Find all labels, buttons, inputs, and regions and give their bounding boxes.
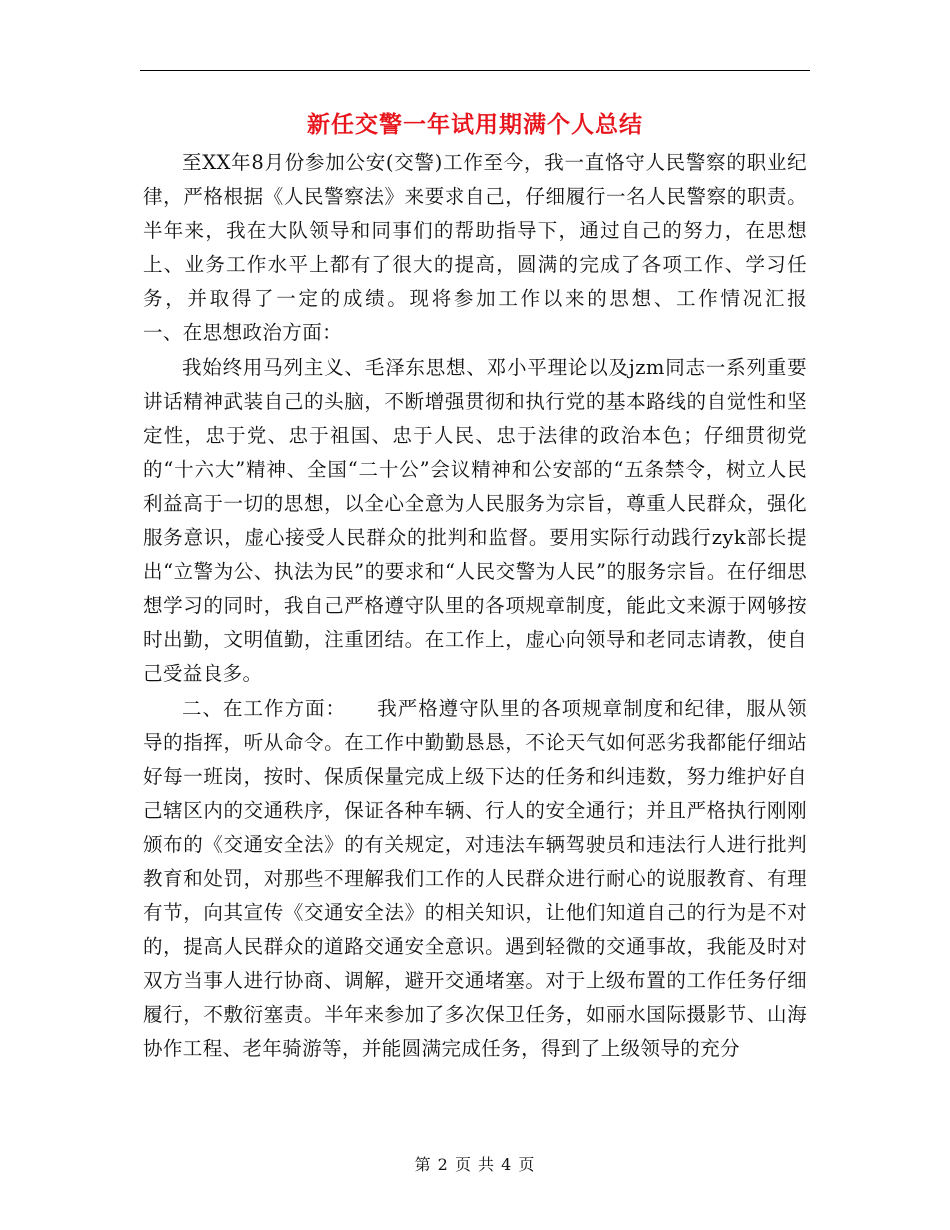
paragraph-1: 至XX年8月份参加公安(交警)工作至今，我一直恪守人民警察的职业纪律，严格根据《人民警察法》来要求自己，仔细履行一名人民警察的职责。半年来，我在大队领导和同事们的帮助指导下，通过自己的努力，在思想上、业务工作水平上都有了很大的提高，圆满的完成了各项工作、学习任务，并取得了一定的成绩。现将参加工作以来的思想、工作情况汇报 一、在思想政治方面：	[143, 151, 847, 345]
paragraph-3: 二、在工作方面： 我严格遵守队里的各项规章制度和纪律，服从领导的指挥，听从命令。在工作中勤勤恳恳，不论天气如何恶劣我都能仔细站好每一班岗，按时、保质保量完成上级下达的任务和纠违数，努力维护好自己辖区内的交通秩序，保证各种车辆、行人的安全通行；并且严格执行刚刚颁布的《交通安全法》的有关规定，对违法车辆驾驶员和违法行人进行批判教育和处罚，对那些不理解我们工作的人民群众进行耐心的说服教育、有理有节，向其宣传《交通安全法》的相关知识，让他们知道自己的行为是不对的，提高人民群众的道路交通安全意识。遇到轻微的交通事故，我能及时对双方当事人进行协商、调解，避开交通堵塞。对于上级布置的工作任务仔细履行，不敷衍塞责。半年来参加了多次保卫任务，如丽水国际摄影节、山海协作工程、老年骑游等，并能圆满完成任务，得到了上级领导的充分	[143, 696, 807, 1061]
header-rule	[140, 70, 810, 71]
page-number: 第 2 页 共 4 页	[414, 1155, 536, 1174]
document-title: 新任交警一年试用期满个人总结	[307, 111, 643, 138]
document-body	[143, 146, 847, 1067]
paragraph-2: 我始终用马列主义、毛泽东思想、邓小平理论以及jzm同志一系列重要讲话精神武装自己的头脑，不断增强贯彻和执行党的基本路线的自觉性和坚定性，忠于党、忠于祖国、忠于人民、忠于法律的政治本色；仔细贯彻党的“十六大”精神、全国“二十公”会议精神和公安部的“五条禁令，树立人民利益高于一切的思想，以全心全意为人民服务为宗旨，尊重人民群众，强化服务意识，虚心接受人民群众的批判和监督。要用实际行动践行zyk部长提出“立警为公、执法为民”的要求和“人民交警为人民”的服务宗旨。在仔细思想学习的同时，我自己严格遵守队里的各项规章制度，能此文来源于网够按时出勤，文明值勤，注重团结。在工作上，虚心向领导和老同志请教，使自己受益良多。	[143, 355, 807, 686]
